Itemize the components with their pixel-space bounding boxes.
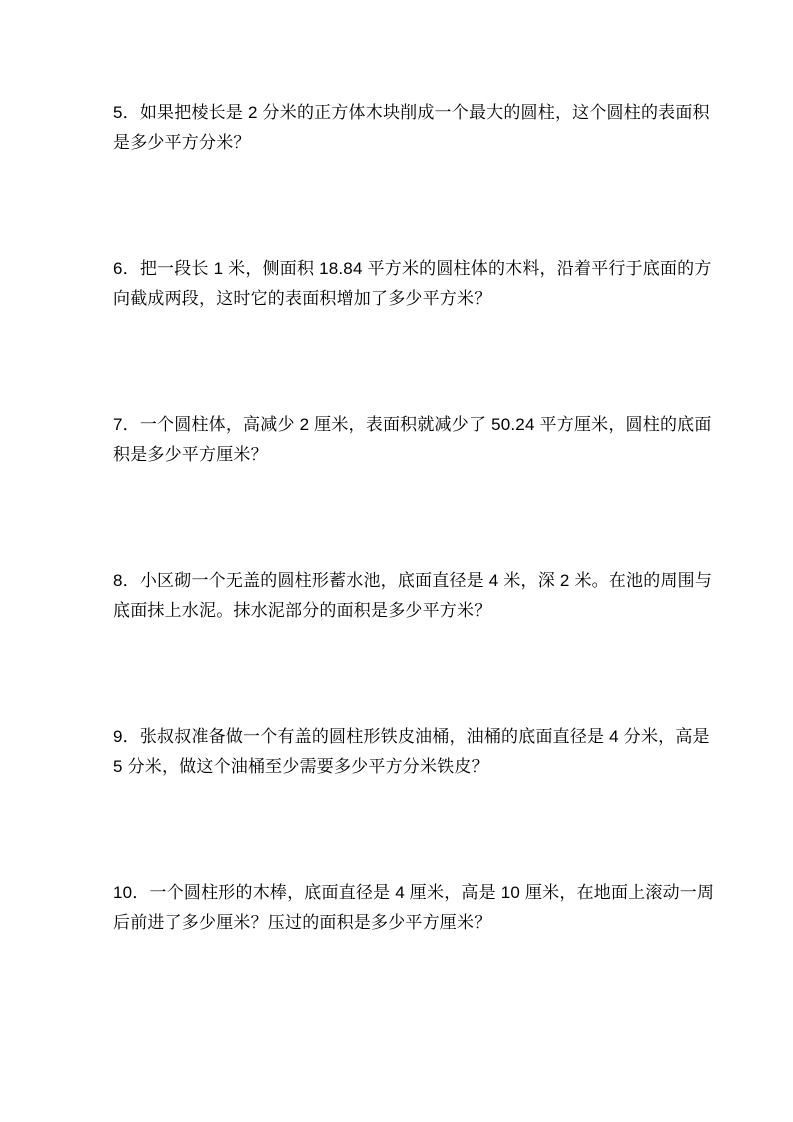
problem-6 <box>113 254 712 314</box>
problem-10-line-1: 10．一个圆柱形的木棒，底面直径是 4 厘米，高是 10 厘米，在地面上滚动一周 <box>113 883 715 902</box>
problem-8-line-2: 底面抹上水泥。抹水泥部分的面积是多少平方米？ <box>113 601 492 620</box>
problem-9-line-1: 9．张叔叔准备做一个有盖的圆柱形铁皮油桶，油桶的底面直径是 4 分米，高是 <box>113 727 710 746</box>
problem-6-line-2: 向截成两段，这时它的表面积增加了多少平方米？ <box>113 289 492 308</box>
problem-10 <box>113 878 715 938</box>
problem-5-line-2: 是多少平方分米？ <box>113 133 251 152</box>
problem-8-line-1: 8．小区砌一个无盖的圆柱形蓄水池，底面直径是 4 米，深 2 米。在池的周围与 <box>113 571 713 590</box>
problem-7 <box>113 410 712 470</box>
problem-9 <box>113 722 710 782</box>
problem-7-line-1: 7．一个圆柱体，高减少 2 厘米，表面积就减少了 50.24 平方厘米，圆柱的底面 <box>113 415 712 434</box>
problem-5 <box>113 98 710 158</box>
problem-7-line-2: 积是多少平方厘米？ <box>113 445 268 464</box>
problem-9-line-2: 5 分米，做这个油桶至少需要多少平方分米铁皮？ <box>113 757 489 776</box>
problem-10-line-2: 后前进了多少厘米？压过的面积是多少平方厘米？ <box>113 913 492 932</box>
problem-5-line-1: 5．如果把棱长是 2 分米的正方体木块削成一个最大的圆柱，这个圆柱的表面积 <box>113 103 710 122</box>
problem-6-line-1: 6．把一段长 1 米，侧面积 18.84 平方米的圆柱体的木料，沿着平行于底面的方 <box>113 259 712 278</box>
problem-8 <box>113 566 713 626</box>
